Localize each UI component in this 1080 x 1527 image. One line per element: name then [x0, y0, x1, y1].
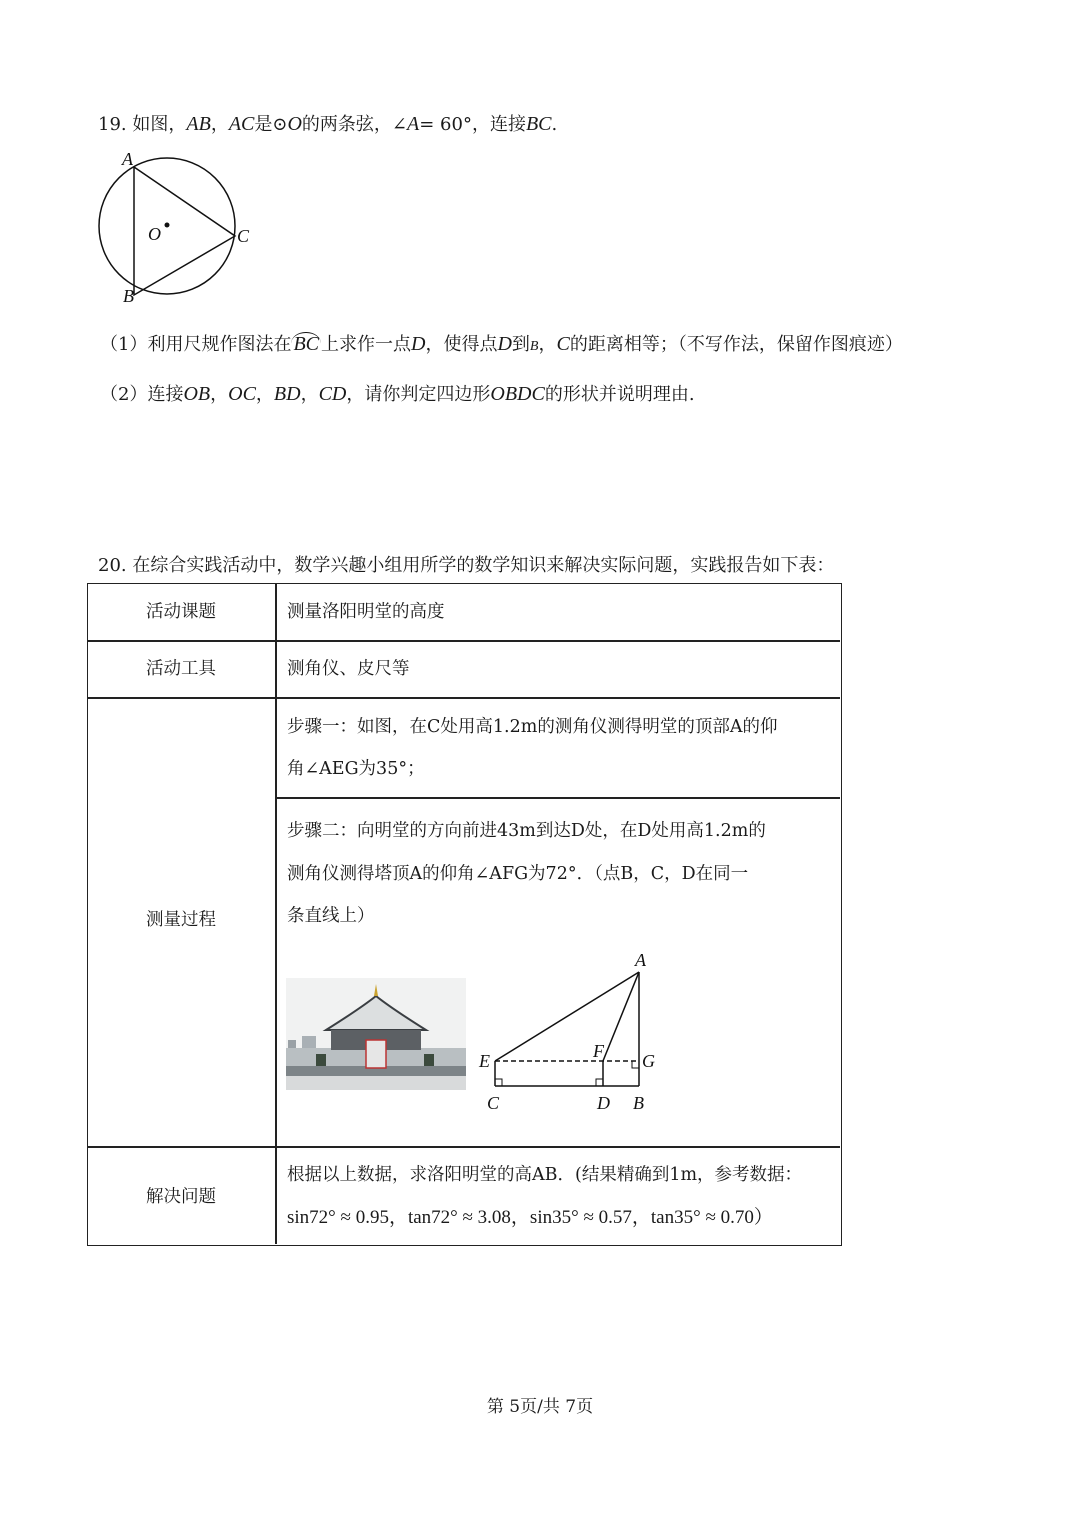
label-o: O [148, 224, 161, 244]
row-divider [88, 1146, 840, 1148]
math: A [407, 113, 420, 135]
row-divider [88, 640, 840, 642]
text: = 60°，连接 [419, 114, 526, 135]
question-number: 19. [98, 114, 127, 135]
step1-line2: 角∠AEG为35°； [287, 759, 425, 779]
math: B [529, 339, 539, 354]
math: CD [318, 383, 347, 405]
step2-line2: 测角仪测得塔顶A的仰角∠AFG为72°．（点B，C，D在同一 [287, 864, 749, 884]
math: OB [183, 383, 211, 405]
math: BC [525, 113, 552, 135]
text: 的两条弦，∠ [301, 114, 408, 135]
row-divider [88, 697, 840, 699]
step1-line1: 步骤一：如图，在C处用高1.2m的测角仪测得明堂的顶部A的仰 [287, 717, 778, 737]
label-c: C [237, 226, 250, 246]
text: 到 [511, 334, 530, 355]
text: 如图， [132, 114, 187, 135]
text: 在综合实践活动中，数学兴趣小组用所学的数学知识来解决实际问题，实践报告如下表： [132, 555, 835, 576]
text: 是⊙ [254, 114, 288, 135]
step2-line1: 步骤二：向明堂的方向前进43m到达D处，在D处用高1.2m的 [287, 821, 766, 841]
text: ， [210, 384, 229, 405]
mingtang-photo [286, 978, 466, 1090]
text: （2）连接 [100, 384, 184, 405]
math: C [556, 333, 570, 355]
label-b: B [633, 1093, 644, 1113]
text: 的形状并说明理由. [544, 384, 695, 405]
label-f: F [593, 1041, 604, 1061]
text: ， [255, 384, 274, 405]
arc-bc: BC [293, 333, 320, 355]
question-number: 20. [98, 555, 127, 576]
text: ， [538, 334, 557, 355]
row-label-solve: 解决问题 [146, 1187, 216, 1207]
text: ，请你判定四边形 [346, 384, 491, 405]
math: BD [273, 383, 301, 405]
label-d: D [597, 1093, 610, 1113]
row-content-topic: 测量洛阳明堂的高度 [287, 602, 445, 622]
math: D [411, 333, 426, 355]
label-a: A [635, 950, 646, 970]
page-footer: 第 5页/共 7页 [486, 1397, 594, 1417]
math: D [497, 333, 512, 355]
solve-line1: 根据以上数据，求洛阳明堂的高AB．(结果精确到1m，参考数据： [287, 1165, 803, 1185]
label-c: C [487, 1093, 500, 1113]
row-label-tools: 活动工具 [146, 659, 216, 679]
label-b: B [123, 286, 134, 306]
text: （1）利用尺规作图法在 [100, 334, 292, 355]
q19-part1 [100, 330, 903, 356]
report-table [87, 583, 842, 1246]
q20-stem [98, 551, 834, 577]
row-label-topic: 活动课题 [146, 602, 216, 622]
row-label-process: 测量过程 [146, 910, 216, 930]
circle-figure [90, 150, 270, 310]
q19-stem [98, 110, 557, 136]
elevation-diagram [473, 949, 663, 1124]
math: OBDC [490, 383, 545, 405]
text: 上求作一点 [321, 334, 412, 355]
text: ， [300, 384, 319, 405]
row-divider [275, 797, 840, 799]
column-divider [275, 584, 277, 1244]
math: AC [228, 113, 255, 135]
math: OC [228, 383, 256, 405]
text: . [551, 114, 558, 135]
solve-line2: sin72° ≈ 0.95，tan72° ≈ 3.08，sin35° ≈ 0.57，tan35° ≈ 0.70） [287, 1207, 773, 1228]
math: O [287, 113, 302, 135]
label-e: E [479, 1051, 490, 1071]
label-a: A [122, 150, 133, 169]
step2-line3: 条直线上） [287, 906, 375, 926]
text: 的距离相等；（不写作法，保留作图痕迹） [569, 334, 903, 355]
label-g: G [642, 1051, 655, 1071]
q19-part2 [100, 380, 695, 406]
row-content-tools: 测角仪、皮尺等 [287, 659, 410, 679]
text: ， [210, 114, 229, 135]
text: ，使得点 [425, 334, 498, 355]
math: AB [186, 113, 211, 135]
